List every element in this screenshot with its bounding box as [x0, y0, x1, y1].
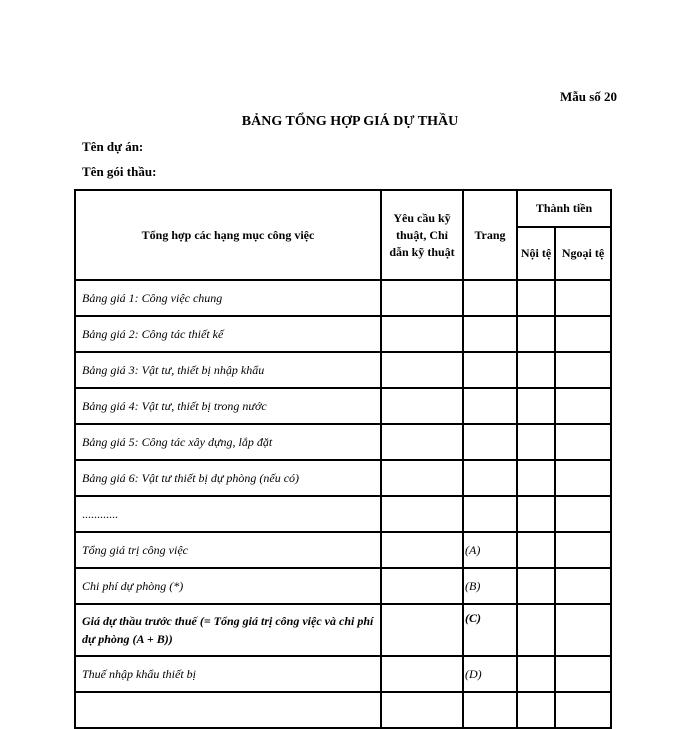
header-amount: Thành tiền [517, 190, 611, 227]
row-label: Bảng giá 4: Vật tư, thiết bị trong nước [75, 388, 381, 424]
spec-cell [381, 460, 463, 496]
table-row [75, 568, 611, 604]
page-cell [463, 316, 517, 352]
spec-cell [381, 388, 463, 424]
spec-cell [381, 280, 463, 316]
page-cell [463, 352, 517, 388]
row-label: Bảng giá 2: Công tác thiết kế [75, 316, 381, 352]
foreign-currency-cell [555, 532, 611, 568]
page-cell [463, 496, 517, 532]
local-currency-cell [517, 568, 555, 604]
spec-cell [381, 604, 463, 656]
page-cell [463, 388, 517, 424]
table-row [75, 316, 611, 352]
row-label: ............ [75, 496, 381, 532]
spec-cell [381, 352, 463, 388]
row-label: Bảng giá 6: Vật tư thiết bị dự phòng (nếu có) [75, 460, 381, 496]
local-currency-cell [517, 280, 555, 316]
bid-price-summary-table [74, 189, 612, 729]
table-row [75, 280, 611, 316]
row-label: Bảng giá 5: Công tác xây dựng, lắp đặt [75, 424, 381, 460]
header-work-items: Tổng hợp các hạng mục công việc [75, 190, 381, 280]
table-row [75, 656, 611, 692]
row-label: Bảng giá 1: Công việc chung [75, 280, 381, 316]
spec-cell [381, 316, 463, 352]
foreign-currency-cell [555, 568, 611, 604]
foreign-currency-cell [555, 280, 611, 316]
foreign-currency-cell [555, 316, 611, 352]
spec-cell [381, 568, 463, 604]
foreign-currency-cell [555, 496, 611, 532]
row-label: Chi phí dự phòng (*) [75, 568, 381, 604]
header-foreign-currency: Ngoại tệ [555, 227, 611, 280]
local-currency-cell [517, 604, 555, 656]
spec-cell [381, 496, 463, 532]
local-currency-cell [517, 496, 555, 532]
table-row [75, 424, 611, 460]
local-currency-cell [517, 532, 555, 568]
local-currency-cell [517, 460, 555, 496]
local-currency-cell [517, 352, 555, 388]
page-cell: (A) [463, 532, 517, 568]
spec-cell [381, 424, 463, 460]
header-page: Trang [463, 190, 517, 280]
local-currency-cell [517, 656, 555, 692]
spec-cell [381, 656, 463, 692]
local-currency-cell [517, 388, 555, 424]
table-row [75, 460, 611, 496]
table-row [75, 352, 611, 388]
local-currency-cell [517, 692, 555, 728]
row-label: Giá dự thầu trước thuế (= Tổng giá trị công việc và chi phí dự phòng (A + B)) [75, 604, 381, 656]
package-name-label: Tên gói thầu: [82, 164, 157, 179]
page-cell [463, 460, 517, 496]
row-label: Tổng giá trị công việc [75, 532, 381, 568]
table-row [75, 388, 611, 424]
page-cell: (B) [463, 568, 517, 604]
page-cell [463, 692, 517, 728]
foreign-currency-cell [555, 388, 611, 424]
spec-cell [381, 532, 463, 568]
row-label [75, 692, 381, 728]
local-currency-cell [517, 316, 555, 352]
foreign-currency-cell [555, 692, 611, 728]
header-local-currency: Nội tệ [517, 227, 555, 280]
foreign-currency-cell [555, 656, 611, 692]
local-currency-cell [517, 424, 555, 460]
foreign-currency-cell [555, 460, 611, 496]
foreign-currency-cell [555, 604, 611, 656]
foreign-currency-cell [555, 424, 611, 460]
table-header-row [75, 190, 611, 227]
document-title: BẢNG TỔNG HỢP GIÁ DỰ THẦU [241, 114, 459, 129]
page-cell: (D) [463, 656, 517, 692]
table-row [75, 532, 611, 568]
table-row [75, 496, 611, 532]
table-row [75, 604, 611, 656]
page-cell: (C) [463, 604, 517, 656]
header-technical-spec: Yêu cầu kỹ thuật, Chỉ dẫn kỹ thuật [381, 190, 463, 280]
form-number: Mẫu số 20 [559, 89, 617, 104]
project-name-label: Tên dự án: [82, 139, 144, 154]
table-row [75, 692, 611, 728]
row-label: Bảng giá 3: Vật tư, thiết bị nhập khẩu [75, 352, 381, 388]
foreign-currency-cell [555, 352, 611, 388]
page-cell [463, 280, 517, 316]
spec-cell [381, 692, 463, 728]
page-cell [463, 424, 517, 460]
row-label: Thuế nhập khẩu thiết bị [75, 656, 381, 692]
